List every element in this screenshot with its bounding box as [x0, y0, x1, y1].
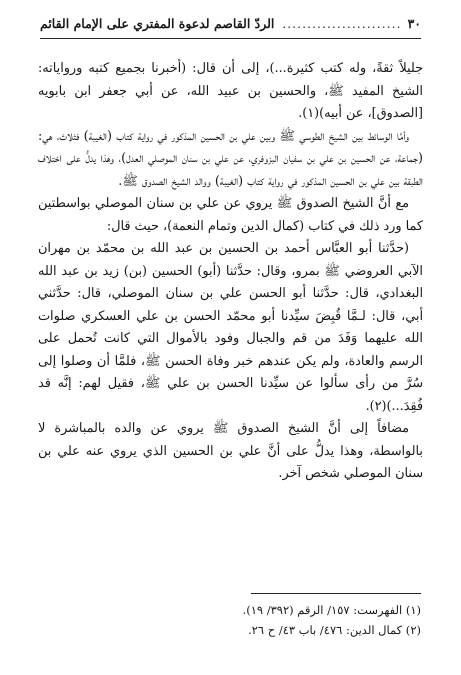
- footnotes: [40, 600, 421, 640]
- paragraph: مع أنَّ الشيخ الصدوق ﷺ يروي عن علي بن سنان الموصلي بواسطتين كما ورد ذلك في كتاب (كمال الدين وتمام النعمة)، حيث قال:: [38, 196, 423, 234]
- paragraph: مضافاً إلى أنَّ الشيخ الصدوق ﷺ يروي عن والده بالمباشرة لا بالواسطة، وهذا يدلُّ على أنَّ علي بن الحسين الذي يروي عنه علي بن سنان الموصلي شخص آخر.: [38, 421, 423, 481]
- footnote: (٢) كمال الدين: ٤٧٦/ باب ٤٣/ ح ٢٦.: [248, 623, 421, 637]
- running-header: [40, 16, 421, 36]
- main-text: [38, 58, 423, 486]
- header-rule: [40, 38, 421, 39]
- footnote: (١) الفهرست: ١٥٧/ الرقم (٣٩٢/ ١٩).: [242, 603, 421, 617]
- page-number: ٣٠: [407, 16, 421, 31]
- paragraph: جليلاً ثقةً، وله كتب كثيرة...)، إلى أن قال: (أخبرنا بجميع كتبه ورواياته: الشيخ المفيد ﷺ، والحسين بن عبيد الله، عن أبي جعفر ابن بابويه [الصدوق]، عن أبيه)(١).: [38, 61, 423, 121]
- header-leader-dots: [280, 16, 401, 31]
- paragraph: (حدَّثنا أبو العبَّاس أحمد بن الحسين بن عبد الله بن محمّد بن مهران الآبي العروضي ﷺ بمرو، وقال: حدَّثنا (أبو) الحسين (بن) زيد بن عبد الله البغدادي، قال: حدَّثنا أبو الحسن علي بن سنان الموصلي، قال: حدَّثني أبي، قال: لـمَّا قُبِضَ سيِّدنا أبو محمّد الحسن بن علي العسكري صلوات الله عليهما وَفَدَ من قم والجبال وفود بالأموال التي كانت تُحمل على الرسم والعادة، ولم يكن عندهم خبر وفاة الحسن ﷺ، فلمَّا أن وصلوا إلى سُرَّ من رأى سألوا عن سيِّدنا الحسن بن علي ﷺ، فقيل لهم: إنَّه قد فُقِدَ...)(٢).: [38, 241, 423, 414]
- paragraph: وأمَّا الوسائط بين الشيخ الطوسي ﷺ وبين علي بن الحسين المذكور في رواية كتاب (الغيبة) فثلاث، هي: (جماعة، عن الحسين بن علي بن سفيان البزوفري، عن علي بن سنان الموصلي العدل)، وهذا يدلُّ على اختلاف الطبقة بين علي بن الحسين المذكور في رواية كتاب (الغيبة) ووالد الشيخ الصدوق ﷺ.: [38, 128, 423, 189]
- footnote-rule: [251, 593, 421, 594]
- running-title: الردّ القاصم لدعوة المفتري على الإمام القائم: [40, 16, 275, 31]
